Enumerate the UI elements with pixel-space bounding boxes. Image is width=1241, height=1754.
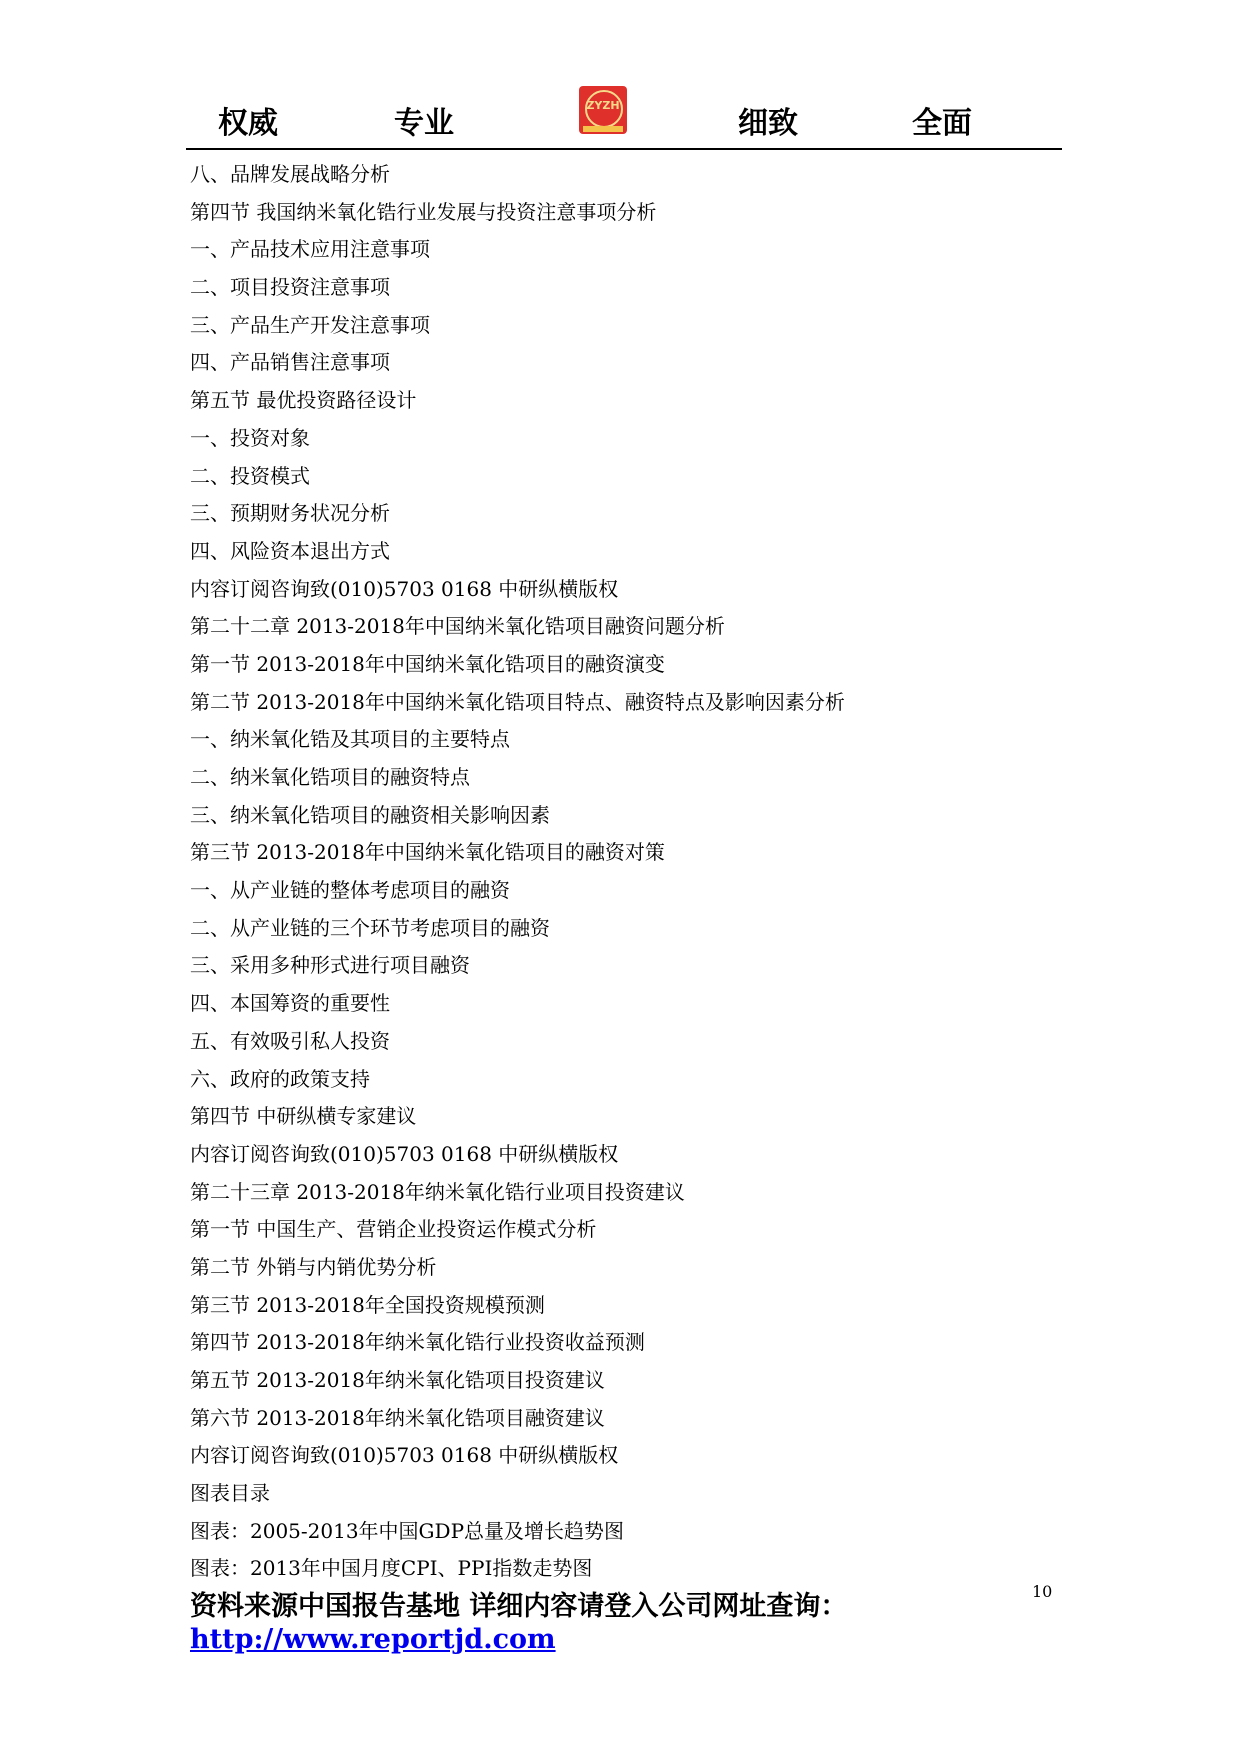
toc-line: 第一节 中国生产、营销企业投资运作模式分析 <box>190 1217 597 1242</box>
footer-url-link[interactable]: http://www.reportjd.com <box>190 1624 556 1655</box>
toc-line: 第三节 2013-2018年全国投资规模预测 <box>190 1292 545 1317</box>
toc-line: 一、纳米氧化锆及其项目的主要特点 <box>190 727 510 752</box>
toc-line: 四、本国筹资的重要性 <box>190 991 390 1016</box>
page-header <box>186 86 1062 150</box>
toc-line: 四、风险资本退出方式 <box>190 538 390 563</box>
toc-line: 二、投资模式 <box>190 463 310 488</box>
toc-line: 三、产品生产开发注意事项 <box>190 312 430 337</box>
toc-line: 第五节 2013-2018年纳米氧化锆项目投资建议 <box>190 1368 605 1392</box>
toc-line: 第五节 最优投资路径设计 <box>190 388 417 413</box>
toc-line: 四、产品销售注意事项 <box>190 350 390 375</box>
toc-line: 第二节 外销与内销优势分析 <box>190 1254 437 1279</box>
toc-line: 二、纳米氧化锆项目的融资特点 <box>190 765 470 789</box>
header-word-professional: 专业 <box>394 106 454 141</box>
toc-line: 三、纳米氧化锆项目的融资相关影响因素 <box>190 802 550 827</box>
toc-line: 第二十三章 2013-2018年纳米氧化锆行业项目投资建议 <box>190 1179 685 1204</box>
page-number: 10 <box>1032 1582 1053 1601</box>
toc-line: 内容订阅咨询致(010)5703 0168 中研纵横版权 <box>190 1443 619 1468</box>
toc-line: 第三节 2013-2018年中国纳米氧化锆项目的融资对策 <box>190 840 665 865</box>
toc-line: 图表：2013年中国月度CPI、PPI指数走势图 <box>190 1556 593 1581</box>
toc-line: 三、采用多种形式进行项目融资 <box>190 953 470 978</box>
toc-line: 第二十二章 2013-2018年中国纳米氧化锆项目融资问题分析 <box>190 614 725 639</box>
header-word-authority: 权威 <box>218 106 278 141</box>
toc-line: 一、产品技术应用注意事项 <box>190 237 430 262</box>
toc-line: 六、政府的政策支持 <box>190 1066 370 1091</box>
toc-line: 二、项目投资注意事项 <box>190 275 390 300</box>
toc-line: 五、有效吸引私人投资 <box>190 1028 390 1053</box>
toc-line: 图表目录 <box>190 1481 270 1506</box>
toc-line: 图表：2005-2013年中国GDP总量及增长趋势图 <box>190 1518 625 1543</box>
toc-line: 第四节 2013-2018年纳米氧化锆行业投资收益预测 <box>190 1330 645 1355</box>
toc-line: 二、从产业链的三个环节考虑项目的融资 <box>190 915 550 940</box>
toc-line: 内容订阅咨询致(010)5703 0168 中研纵横版权 <box>190 1141 619 1166</box>
toc-line: 第一节 2013-2018年中国纳米氧化锆项目的融资演变 <box>190 651 665 676</box>
footer-source-text: 资料来源中国报告基地 详细内容请登入公司网址查询： <box>190 1591 848 1622</box>
company-logo <box>579 86 627 134</box>
header-word-comprehensive: 全面 <box>912 106 972 141</box>
logo-base-icon <box>583 126 623 132</box>
toc-line: 第四节 中研纵横专家建议 <box>190 1104 417 1129</box>
toc-line: 八、品牌发展战略分析 <box>190 162 390 186</box>
toc-line: 一、投资对象 <box>190 425 310 450</box>
toc-line: 三、预期财务状况分析 <box>190 501 390 526</box>
toc-line: 内容订阅咨询致(010)5703 0168 中研纵横版权 <box>190 576 619 601</box>
toc-line: 第四节 我国纳米氧化锆行业发展与投资注意事项分析 <box>190 199 657 224</box>
table-of-contents <box>190 156 1070 1588</box>
toc-line: 第六节 2013-2018年纳米氧化锆项目融资建议 <box>190 1405 605 1430</box>
header-word-detailed: 细致 <box>738 106 798 141</box>
toc-line: 一、从产业链的整体考虑项目的融资 <box>190 878 510 903</box>
toc-line: 第二节 2013-2018年中国纳米氧化锆项目特点、融资特点及影响因素分析 <box>190 689 845 714</box>
logo-text: ZYZH <box>586 99 620 112</box>
